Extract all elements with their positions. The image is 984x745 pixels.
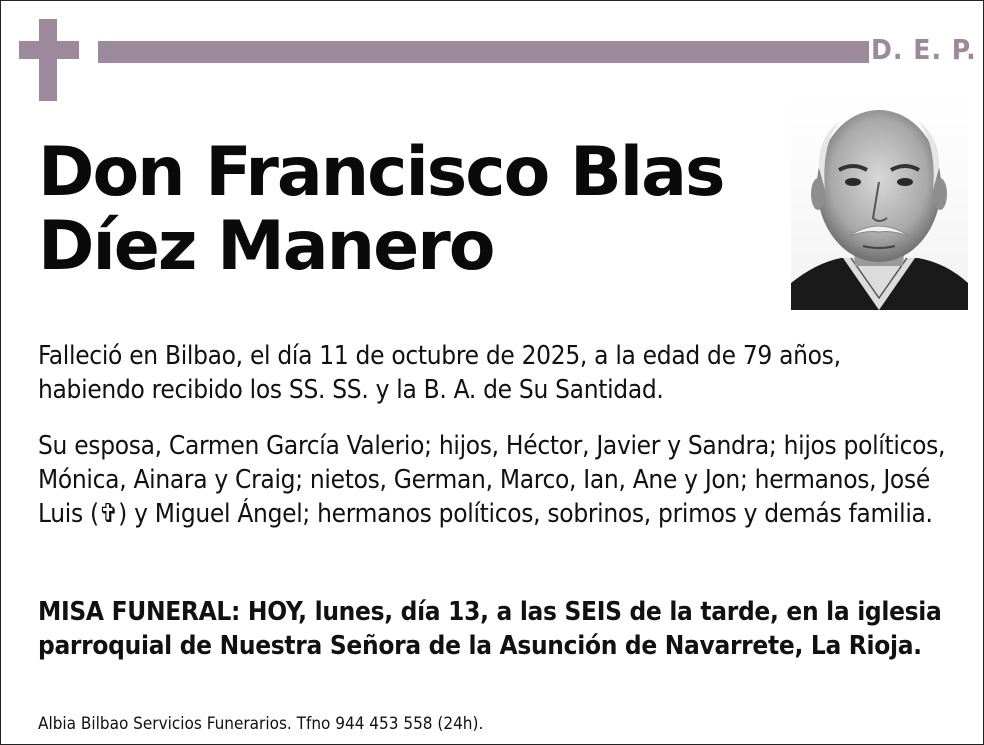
death-announcement: Falleció en Bilbao, el día 11 de octubre de 2025, a la edad de 79 años, habiendo recibido los SS. SS. y la B. A. de Su Santidad.: [38, 341, 841, 405]
name-line-2: Díez Manero: [38, 207, 494, 286]
portrait-photo: [791, 98, 968, 310]
funeral-mass-info: MISA FUNERAL: HOY, lunes, día 13, a las SEIS de la tarde, en la iglesia parroquial de Nuestra Señora de la Asunción de Navarrete, La Rioja.: [38, 597, 942, 661]
header-rule: [98, 41, 869, 63]
cross-icon: [19, 19, 81, 103]
deceased-name: [38, 133, 778, 286]
dep-label: D. E. P.: [871, 33, 977, 66]
name-line-1: Don Francisco Blas: [38, 133, 724, 212]
funeral-home-contact: Albia Bilbao Servicios Funerarios. Tfno 944 453 558 (24h).: [38, 714, 484, 734]
family-list: Su esposa, Carmen García Valerio; hijos, Héctor, Javier y Sandra; hijos políticos, Mónica, Ainara y Craig; nietos, German, Marco, Ian, Ane y Jon; hermanos, José Luis (✞) y Miguel Ángel; hermanos políticos, sobrinos, primos y demás familia.: [38, 431, 946, 529]
